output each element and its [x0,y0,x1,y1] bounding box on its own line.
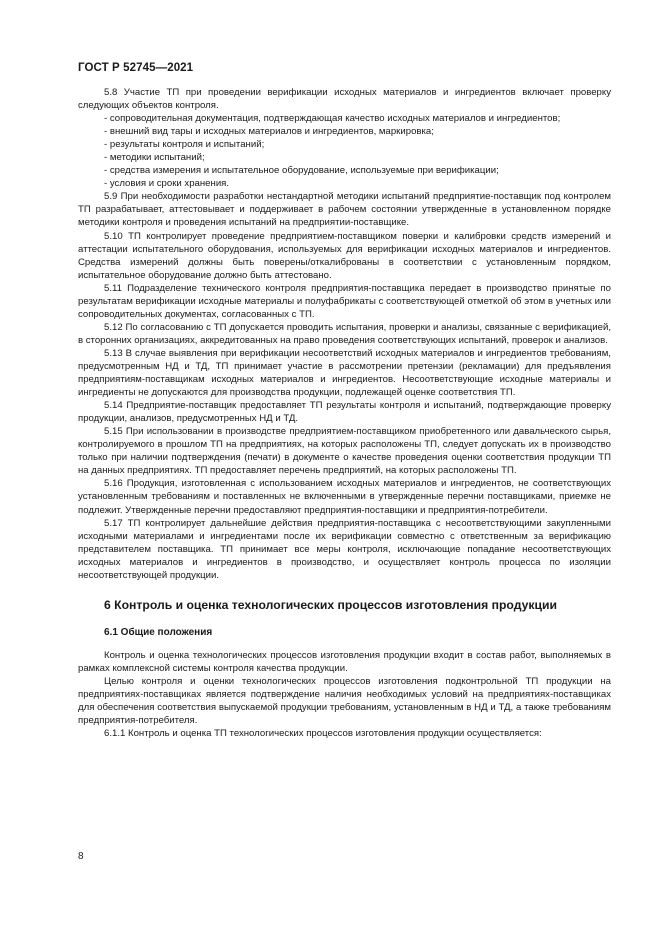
paragraph: - средства измерения и испытательное оборудование, используемые при верификации; [104,165,499,177]
page-content [78,86,611,740]
page-number: 8 [78,851,84,862]
paragraph: 5.14 Предприятие-поставщик предоставляет ТП результаты контроля и испытаний, подтверждающие проверку продукции, анализов, предусмотренных НД и ТД. [78,400,611,425]
paragraph: - методики испытаний; [104,152,205,164]
paragraph: 5.16 Продукция, изготовленная с использованием исходных материалов и ингредиентов, не соответствующих установленным требованиям и поставленных не включенными в утвержденные перечни поставщиками, приемке не подлежит. Утвержденные перечни предоставляют предприятия-поставщики и предприятия-потребители. [78,478,611,516]
paragraph: 5.9 При необходимости разработки нестандартной методики испытаний предприятие-поставщик под контролем ТП разрабатывает, аттестовывает и поддерживает в рабочем состоянии утвержденные в установленном порядке методики контроля и проведения испытаний на предприятии-поставщике. [78,191,611,229]
paragraph: - сопроводительная документация, подтверждающая качество исходных материалов и ингредиентов; [104,113,561,125]
section-5-paragraphs [78,86,611,582]
paragraph: 5.8 Участие ТП при проведении верификации исходных материалов и ингредиентов включает проверку следующих объектов контроля. [78,87,611,112]
paragraph: 6.1.1 Контроль и оценка ТП технологических процессов изготовления продукции осуществляется: [104,728,542,740]
section-title: 6 Контроль и оценка технологических процессов изготовления продукции [104,597,557,612]
paragraph: 5.10 ТП контролирует проведение предприятием-поставщиком поверки и калибровки средств измерений и аттестации испытательного оборудования, используемых для верификации исходных материалов и ингредиентов. Средства измерений должны быть поверены/откалиброваны в соответствии с установленным порядком, испытательное оборудование должно быть аттестовано. [78,230,611,281]
paragraph: 5.12 По согласованию с ТП допускается проводить испытания, проверки и анализы, связанные с верификацией, в сторонних организациях, аккредитованных на право проведения соответствующих испытаний, проверок и анализов. [78,321,611,346]
paragraph: Контроль и оценка технологических процессов изготовления продукции входит в состав работ, выполняемых в рамках комплексной системы контроля качества продукции. [78,649,611,674]
paragraph: 5.11 Подразделение технического контроля предприятия-поставщика передает в производство принятые по результатам верификации исходные материалы и полуфабрикаты с соответствующей отметкой об этом в учетных или сопроводительных документах, согласованных с ТП. [78,282,611,320]
paragraph: Целью контроля и оценки технологических процессов изготовления подконтрольной ТП продукции на предприятиях-поставщиках является подтверждение наличия необходимых условий на предприятиях-поставщиках для обеспечения соответствия выпускаемой продукции требованиям, установленным в НД и ТД, а также требованиям предприятия-потребителя. [78,675,611,727]
paragraph: 5.15 При использовании в производстве предприятием-поставщиком приобретенного или давальческого сырья, контролируемого в прошлом ТП на предприятиях, на которых расположены ТП, следует допускать их в производство только при наличии подтверждения (печати) в документе о качестве проведения оценки соответствия продукции ТП на данных предприятиях. ТП предоставляет перечень предприятий, на которых расположены ТП. [78,426,611,477]
document-header: ГОСТ Р 52745—2021 [78,62,194,74]
subsection-title: 6.1 Общие положения [104,626,213,638]
section-6-paragraphs [78,649,611,740]
paragraph: 5.13 В случае выявления при верификации несоответствий исходных материалов и ингредиентов требованиям, предусмотренным НД и ТД, ТП принимает участие в рассмотрении претензии (рекламации) для предъявления предприятиям-поставщикам исходных материалов и ингредиентов. Несоответствующие исходные материалы и ингредиенты не допускаются для производства продукции, подлежащей оценке соответствия ТП. [78,347,611,399]
paragraph: - условия и сроки хранения. [104,178,230,190]
paragraph: - результаты контроля и испытаний; [104,139,265,151]
paragraph: 5.17 ТП контролирует дальнейшие действия предприятия-поставщика с несоответствующими закупленными исходными материалами и ингредиентами после их верификации совместно с ответственным за верификацию представителем поставщика. ТП принимает все меры контроля, исключающие попадание несоответствующих исходных материалов и ингредиентов в производство, и осуществляет контроль процесса по изоляции несоответствующей продукции. [78,517,611,581]
paragraph: - внешний вид тары и исходных материалов и ингредиентов, маркировка; [104,126,434,138]
